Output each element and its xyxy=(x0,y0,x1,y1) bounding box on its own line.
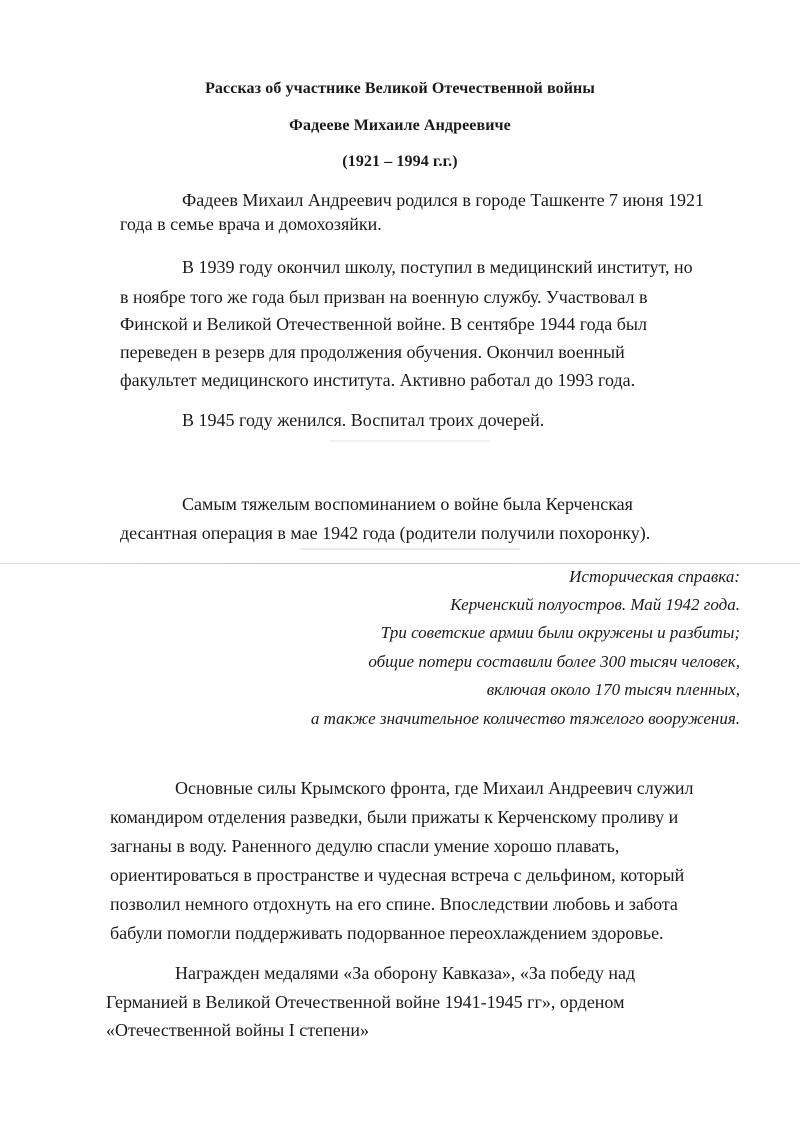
paragraph-5-line: загнаны в воду. Раненного дедулю спасли умение хорошо плавать, xyxy=(110,836,620,856)
historical-note-line: общие потери составили более 300 тысяч человек, xyxy=(368,652,740,671)
paragraph-2-line: факультет медицинского института. Активно работал до 1993 года. xyxy=(120,370,636,390)
scan-artifact xyxy=(300,548,520,550)
paragraph-6-line: Германией в Великой Отечественной войне 1941-1945 гг», орденом xyxy=(106,992,625,1012)
paragraph-5-line: ориентироваться в пространстве и чудесная встреча с дельфином, который xyxy=(110,865,685,885)
document-title-line-2: Фадееве Михаиле Андреевиче xyxy=(289,117,511,134)
fold-line xyxy=(0,563,800,564)
document-title-years: (1921 – 1994 г.г.) xyxy=(342,153,458,170)
historical-note-heading: Историческая справка: xyxy=(569,567,740,586)
paragraph-4-line: десантная операция в мае 1942 года (родители получили похоронку). xyxy=(120,523,651,543)
paragraph-2-line: в ноябре того же года был призван на военную службу. Участвовал в xyxy=(120,287,648,307)
historical-note-line: а также значительное количество тяжелого вооружения. xyxy=(310,709,740,728)
paragraph-6-line: «Отечественной войны I степени» xyxy=(106,1020,369,1040)
paragraph-1-line: года в семье врача и домохозяйки. xyxy=(120,214,382,234)
paragraph-2-line: переведен в резерв для продолжения обучения. Окончил военный xyxy=(120,342,625,362)
paragraph-5-line: командиром отделения разведки, были прижаты к Керченскому проливу и xyxy=(110,807,679,827)
paragraph-5-line: Основные силы Крымского фронта, где Михаил Андреевич служил xyxy=(175,778,694,798)
historical-note-line: включая около 170 тысяч пленных, xyxy=(486,680,740,699)
document-title-line-1: Рассказ об участнике Великой Отечественной войны xyxy=(205,80,595,97)
paragraph-4-line: Самым тяжелым воспоминанием о войне была Керченская xyxy=(182,494,633,514)
scan-artifact xyxy=(330,440,490,442)
paragraph-5-line: позволил немного отдохнуть на его спине. Впоследствии любовь и забота xyxy=(110,894,678,914)
paragraph-5-line: бабули помогли поддерживать подорванное переохлаждением здоровье. xyxy=(110,923,664,943)
paragraph-1-line: Фадеев Михаил Андреевич родился в городе Ташкенте 7 июня 1921 xyxy=(182,190,705,210)
historical-note-line: Керченский полуостров. Май 1942 года. xyxy=(450,595,740,614)
historical-note-line: Три советские армии были окружены и разбиты; xyxy=(380,623,740,642)
paragraph-3-line: В 1945 году женился. Воспитал троих дочерей. xyxy=(182,410,545,430)
paragraph-2-line: В 1939 году окончил школу, поступил в медицинский институт, но xyxy=(182,257,693,277)
paragraph-2-line: Финской и Великой Отечественной войне. В сентябре 1944 года был xyxy=(120,314,648,334)
paragraph-6-line: Награжден медалями «За оборону Кавказа», «За победу над xyxy=(175,963,636,983)
